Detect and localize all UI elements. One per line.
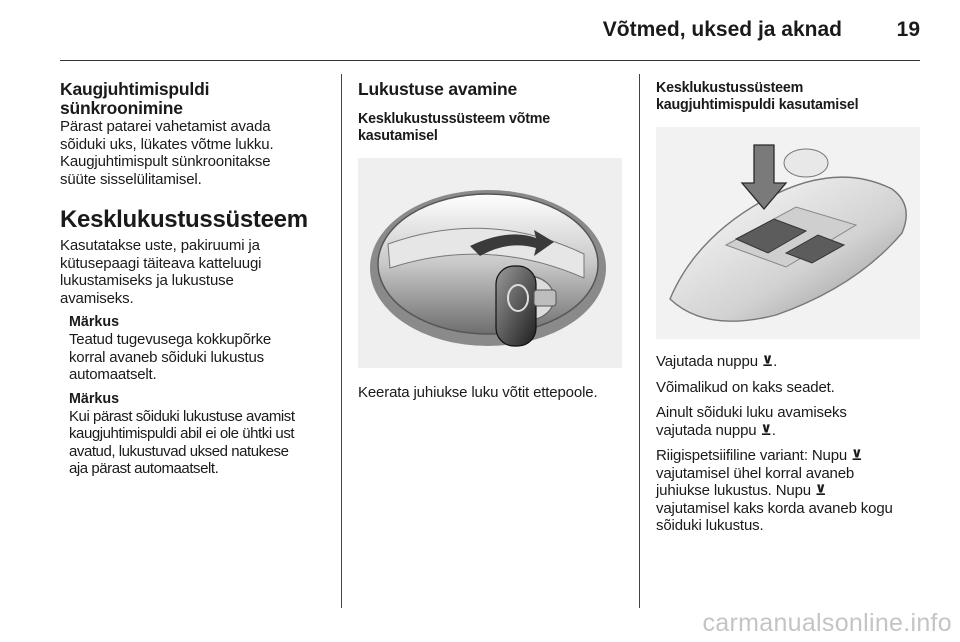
- body-line: lukustamiseks ja lukustuse: [60, 272, 234, 289]
- instruction-text: vajutamisel ühel korral avaneb: [656, 464, 855, 482]
- illustration-remote-key: [656, 127, 920, 339]
- watermark: carmanualsonline.info: [702, 609, 952, 637]
- instruction-text: vajutamisel kaks korda avaneb kogu: [656, 499, 893, 517]
- unlock-button-icon: ⊻: [815, 482, 827, 498]
- figure-caption: Keerata juhiukse luku võtit ettepoole.: [358, 384, 598, 401]
- body-line: Kasutatakse uste, pakiruumi ja: [60, 237, 260, 254]
- note-line: Kui pärast sõiduki lukustuse avamist: [69, 407, 295, 425]
- instruction-country-variant: [656, 447, 922, 535]
- instruction-only-vehicle: [656, 404, 922, 439]
- remote-instructions: [656, 353, 922, 535]
- section-heading-sync: [60, 80, 334, 118]
- note-line: aja pärast automaatselt.: [69, 460, 219, 477]
- column-1: [60, 80, 334, 478]
- remote-key-drawing: [656, 127, 920, 339]
- column-divider-2: [639, 74, 640, 608]
- door-lock-key-drawing: [358, 158, 622, 368]
- page-number: 19: [896, 18, 920, 41]
- body-line: Pärast patarei vahetamist avada: [60, 118, 271, 135]
- section-heading-central-locking: Kesklukustussüsteem: [60, 206, 308, 233]
- section-body-sync: [60, 118, 334, 188]
- subheading-line: Kesklukustussüsteem: [656, 80, 804, 96]
- instruction-press-button: [656, 353, 922, 371]
- note-line: avatud, lukustuvad uksed natukese: [69, 442, 289, 460]
- heading-line: Kaugjuhtimispuldi: [60, 79, 210, 99]
- unlock-button-icon: ⊻: [761, 353, 774, 369]
- instruction-text: vajutada nuppu: [656, 421, 757, 439]
- instruction-text: .: [771, 421, 776, 439]
- body-line: Kaugjuhtimispult sünkroonitakse: [60, 153, 271, 170]
- instruction-text: .: [773, 353, 778, 370]
- instruction-text: Riigispetsiifiline variant: Nupu: [656, 447, 848, 464]
- subheading-line: kaugjuhtimispuldi kasutamisel: [656, 96, 859, 113]
- column-3: [656, 80, 922, 543]
- note-line: korral avaneb sõiduki lukustus: [69, 348, 264, 366]
- section-body-central-locking: [60, 237, 334, 307]
- chapter-title: Võtmed, uksed ja aknad: [602, 18, 842, 41]
- note-title: Märkus: [69, 390, 120, 407]
- body-line: avamiseks.: [60, 289, 134, 307]
- subheading-line: Kesklukustussüsteem võtme: [358, 111, 551, 127]
- note-line: kaugjuhtimispuldi abil ei ole ühtki ust: [69, 425, 295, 442]
- note-line: Teatud tugevusega kokkupõrke: [69, 331, 272, 348]
- instruction-text: Vajutada nuppu: [656, 353, 758, 370]
- body-line: kütusepaagi täiteava katteluugi: [60, 254, 262, 272]
- column-2: [358, 80, 626, 402]
- instruction-text: juhiukse lukustus. Nupu: [656, 482, 811, 499]
- column-divider-1: [341, 74, 342, 608]
- body-line: sõiduki uks, lükates võtme lukku.: [60, 135, 274, 153]
- subheading-line: kasutamisel: [358, 127, 438, 144]
- subheading-remote: [656, 80, 922, 113]
- illustration-door-lock-key: [358, 158, 622, 368]
- note-line: automaatselt.: [69, 366, 157, 383]
- heading-line: sünkroonimine: [60, 98, 183, 118]
- unlock-button-icon: ⊻: [760, 421, 772, 438]
- subheading-key: [358, 111, 626, 144]
- header-rule: [60, 60, 920, 61]
- body-line: süüte sisselülitamisel.: [60, 170, 202, 188]
- instruction-two-settings: Võimalikud on kaks seadet.: [656, 378, 835, 396]
- unlock-button-icon: ⊻: [851, 447, 863, 463]
- note-2: [69, 391, 334, 478]
- note-title: Märkus: [69, 314, 120, 330]
- page-header: [0, 0, 960, 60]
- note-1: [69, 314, 334, 384]
- instruction-text: sõiduki lukustus.: [656, 517, 764, 534]
- instruction-text: Ainult sõiduki luku avamiseks: [656, 404, 847, 421]
- section-heading-unlocking: Lukustuse avamine: [358, 79, 518, 99]
